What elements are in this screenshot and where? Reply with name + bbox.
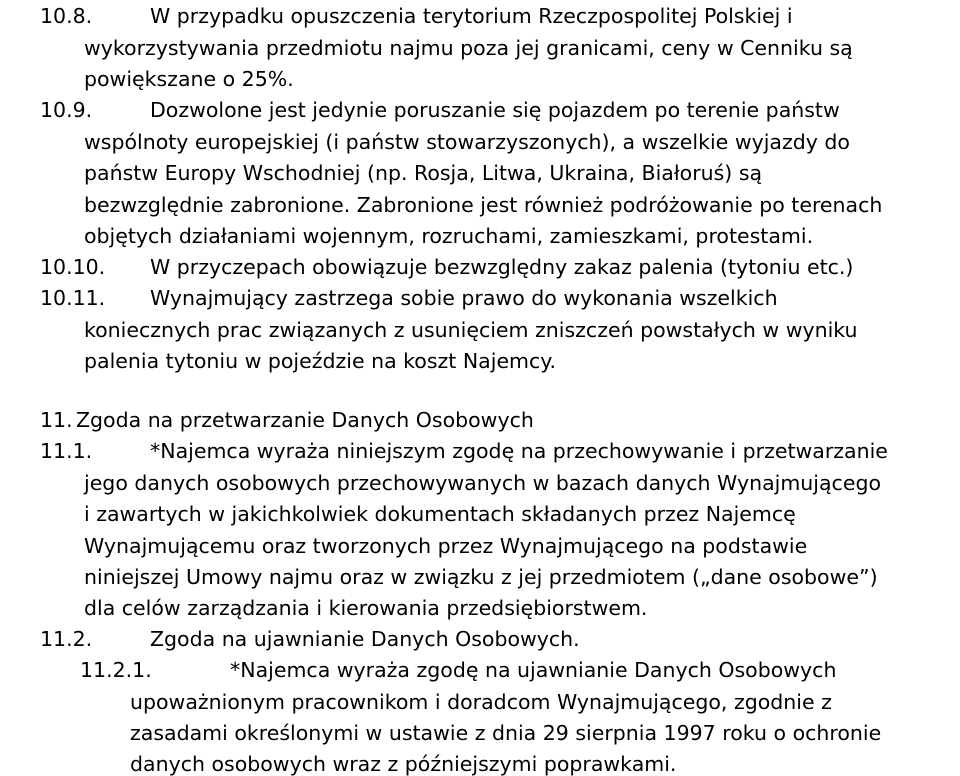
- paragraph-line: bezwzględnie zabronione. Zabronione jest również podróżowanie po terenach: [84, 193, 883, 217]
- paragraph-number: 10.8.: [40, 4, 93, 28]
- paragraph-line: danych osobowych wraz z późniejszymi poprawkami.: [130, 752, 677, 776]
- paragraph-line: niniejszej Umowy najmu oraz w związku z jej przedmiotem („dane osobowe”): [84, 565, 878, 589]
- paragraph-line: *Najemca wyraża zgodę na ujawnianie Danych Osobowych: [230, 658, 837, 682]
- paragraph-number: 10.9.: [40, 98, 93, 122]
- paragraph-line: wykorzystywania przedmiotu najmu poza jej granicami, ceny w Cenniku są: [84, 36, 853, 60]
- paragraph-line: W przypadku opuszczenia terytorium Rzeczpospolitej Polskiej i: [150, 4, 793, 28]
- paragraph-number: 10.10.: [40, 255, 106, 279]
- paragraph-line: upoważnionym pracownikom i doradcom Wynajmującego, zgodnie z: [130, 690, 832, 714]
- section-heading: Zgoda na przetwarzanie Danych Osobowych: [76, 408, 534, 432]
- paragraph-line: jego danych osobowych przechowywanych w bazach danych Wynajmującego: [84, 471, 881, 495]
- paragraph-line: i zawartych w jakichkolwiek dokumentach składanych przez Najemcę: [84, 502, 796, 526]
- paragraph-line: Wynajmujący zastrzega sobie prawo do wykonania wszelkich: [150, 286, 778, 310]
- paragraph-number: 11.2.1.: [80, 658, 152, 682]
- section-number: 11.: [40, 408, 73, 432]
- paragraph-line: W przyczepach obowiązuje bezwzględny zakaz palenia (tytoniu etc.): [150, 255, 854, 279]
- paragraph-line: palenia tytoniu w pojeździe na koszt Najemcy.: [84, 349, 557, 373]
- paragraph-heading: Zgoda na ujawnianie Danych Osobowych.: [150, 627, 580, 651]
- paragraph-line: *Najemca wyraża niniejszym zgodę na przechowywanie i przetwarzanie: [150, 439, 888, 463]
- paragraph-line: dla celów zarządzania i kierowania przedsiębiorstwem.: [84, 596, 648, 620]
- paragraph-number: 10.11.: [40, 286, 106, 310]
- paragraph-line: państw Europy Wschodniej (np. Rosja, Litwa, Ukraina, Białoruś) są: [84, 161, 763, 185]
- paragraph-line: wspólnoty europejskiej (i państw stowarzyszonych), a wszelkie wyjazdy do: [84, 130, 850, 154]
- paragraph-line: koniecznych prac związanych z usunięciem zniszczeń powstałych w wyniku: [84, 318, 858, 342]
- paragraph-number: 11.2.: [40, 627, 93, 651]
- paragraph-line: Dozwolone jest jedynie poruszanie się pojazdem po terenie państw: [150, 98, 840, 122]
- paragraph-number: 11.1.: [40, 439, 93, 463]
- paragraph-line: powiększane o 25%.: [84, 67, 294, 91]
- paragraph-line: objętych działaniami wojennym, rozruchami, zamieszkami, protestami.: [84, 224, 814, 248]
- paragraph-line: zasadami określonymi w ustawie z dnia 29 sierpnia 1997 roku o ochronie: [130, 721, 882, 745]
- paragraph-line: Wynajmującemu oraz tworzonych przez Wynajmującego na podstawie: [84, 534, 808, 558]
